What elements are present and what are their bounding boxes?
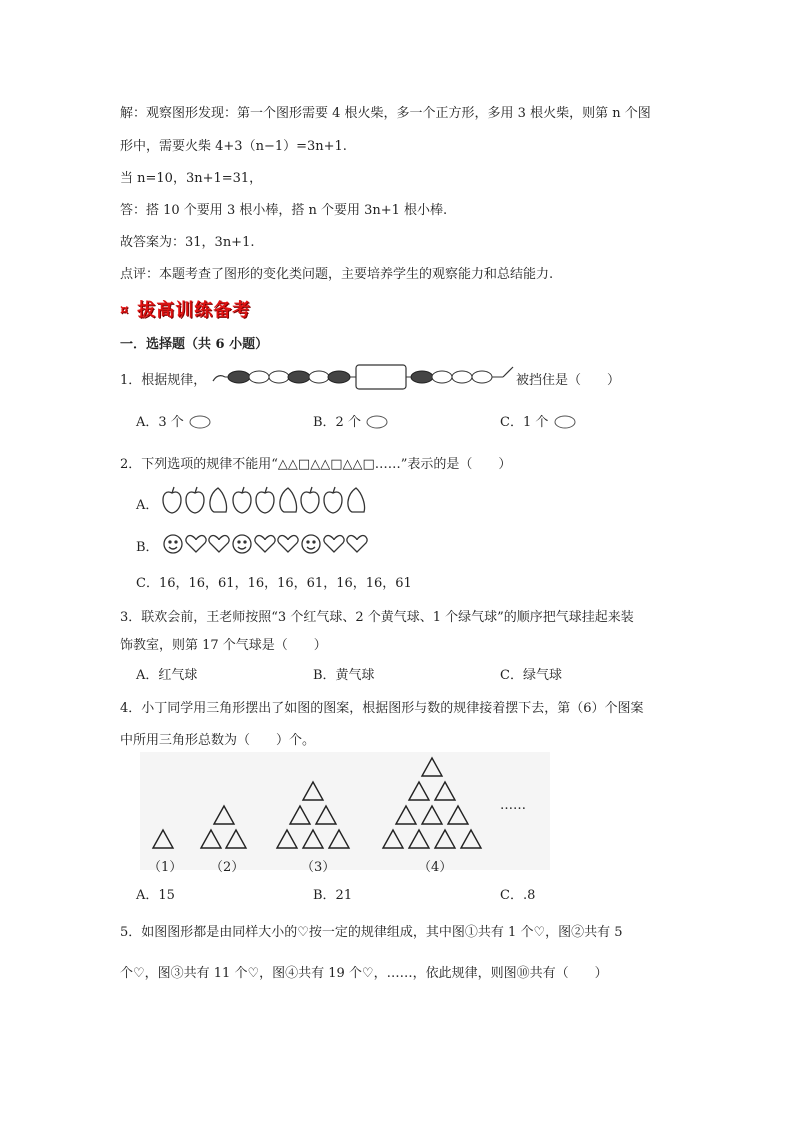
q2-option-a[interactable] xyxy=(136,494,158,513)
q4-option-b[interactable]: B．21 xyxy=(313,888,353,903)
q1-option-b-label: B．2 个 xyxy=(313,415,361,430)
q4-line-2: 中所用三角形总数为（ ）个。 xyxy=(120,733,316,748)
solution-line-1: 解：观察图形发现：第一个图形需要 4 根火柴，多一个正方形，多用 3 根火柴，则第 n 个图 xyxy=(120,106,651,121)
q4-figure-label-4: （4） xyxy=(418,860,453,875)
q1-option-c-label: C．1 个 xyxy=(500,415,549,430)
q4-line-1: 4．小丁同学用三角形摆出了如图的图案，根据图形与数的规律接着摆下去，第（6）个图案 xyxy=(120,701,644,716)
section-title: 一．选择题（共 6 小题） xyxy=(120,337,269,352)
q3-option-a[interactable]: A．红气球 xyxy=(136,668,198,683)
white-bead-icon xyxy=(553,415,577,429)
q3-line-1: 3．联欢会前，王老师按照“3 个红气球、2 个黄气球、1 个绿气球”的顺序把气球挂起来装 xyxy=(120,610,634,625)
q5-line-1: 5．如图图形都是由同样大小的♡按一定的规律组成，其中图①共有 1 个♡，图②共有 5 xyxy=(120,925,623,940)
q4-figure-label-2: （2） xyxy=(210,860,245,875)
white-bead-icon xyxy=(365,415,389,429)
q2-option-c[interactable]: C．16，16，61，16，16，61，16，16，61 xyxy=(136,576,412,591)
q4-figure-label-1: （1） xyxy=(148,860,183,875)
q2-option-a-label: A． xyxy=(136,498,159,513)
q1-option-a-label: A．3 个 xyxy=(136,415,184,430)
q4-option-c[interactable]: C．.8 xyxy=(500,888,536,903)
q1-suffix: 被挡住是（ ） xyxy=(516,373,621,388)
q1-option-c[interactable] xyxy=(500,411,577,430)
q4-figure-label-3: （3） xyxy=(301,860,336,875)
smiley-heart-sequence-figure xyxy=(162,532,372,556)
q2-option-b-label: B． xyxy=(136,540,159,555)
triangle-pattern-figure xyxy=(140,752,550,870)
section-heading xyxy=(120,296,251,322)
q4-ellipsis: …… xyxy=(500,798,526,813)
q3-option-b[interactable]: B．黄气球 xyxy=(313,668,375,683)
q5-line-2: 个♡，图③共有 11 个♡，图④共有 19 个♡，……，依此规律，则图⑩共有（ ） xyxy=(120,966,608,981)
q1-option-a[interactable] xyxy=(136,411,212,430)
solution-line-2: 形中，需要火柴 4+3（n−1）=3n+1. xyxy=(120,139,347,154)
fruit-sequence-figure xyxy=(160,485,365,515)
solution-line-5: 故答案为：31，3n+1. xyxy=(120,235,255,250)
q3-line-2: 饰教室，则第 17 个气球是（ ） xyxy=(120,638,327,653)
q3-option-c[interactable]: C．绿气球 xyxy=(500,668,562,683)
bead-string-figure xyxy=(213,363,513,391)
solution-line-6: 点评：本题考查了图形的变化类问题，主要培养学生的观察能力和总结能力. xyxy=(120,267,554,282)
q4-option-a[interactable]: A．15 xyxy=(136,888,175,903)
q1-option-b[interactable] xyxy=(313,411,389,430)
q1-prefix: 1．根据规律， xyxy=(120,373,207,388)
heading-text: 拔高训练备考 xyxy=(137,300,252,321)
white-bead-icon xyxy=(188,415,212,429)
solution-line-4: 答：搭 10 个要用 3 根小棒，搭 n 个要用 3n+1 根小棒. xyxy=(120,203,448,218)
heading-mark-icon: ¤ xyxy=(120,303,130,318)
q2-option-b[interactable] xyxy=(136,536,159,555)
q2-stem: 2．下列选项的规律不能用“△△□△△□△△□……”表示的是（ ） xyxy=(120,457,512,472)
solution-line-3: 当 n=10，3n+1=31， xyxy=(120,171,263,186)
